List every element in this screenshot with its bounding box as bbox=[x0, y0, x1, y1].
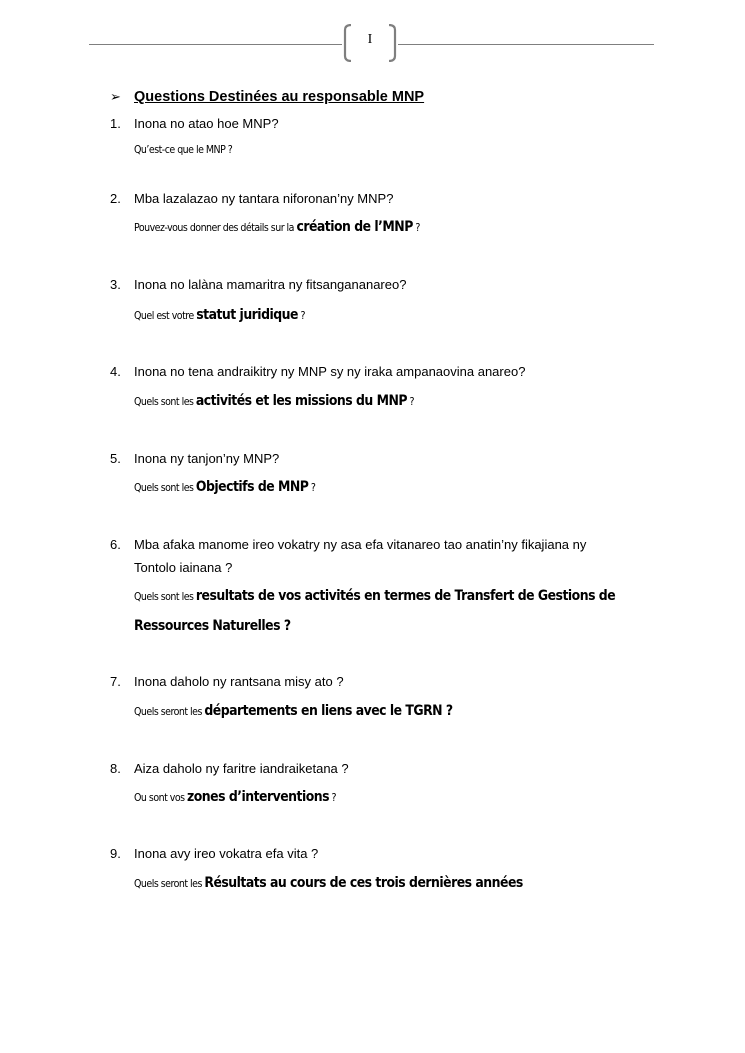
translation-text: Ou sont vos bbox=[134, 791, 188, 804]
translation-suffix: ? bbox=[329, 791, 337, 804]
translation-keyword: activités et les missions du MNP bbox=[195, 393, 408, 409]
question-text: Mba afaka manome ireo vokatry ny asa efa vitanareo tao anatin’ny fikajiana ny Tontolo iainana ? bbox=[134, 537, 587, 575]
translation bbox=[134, 476, 564, 495]
question-number: 5. bbox=[110, 451, 121, 466]
translation-text: Pouvez-vous donner des détails sur la bbox=[134, 221, 297, 234]
translation bbox=[134, 304, 564, 323]
question-text: Mba lazalazao ny tantara niforonan’ny MNP? bbox=[134, 191, 394, 206]
translation-keyword: création de l’MNP bbox=[296, 219, 413, 235]
translation bbox=[134, 872, 564, 891]
question-number: 3. bbox=[110, 277, 121, 292]
question-number: 9. bbox=[110, 846, 121, 861]
translation-keyword: Ressources Naturelles ? bbox=[134, 618, 291, 634]
translation bbox=[134, 700, 564, 719]
page-number: I bbox=[367, 32, 373, 47]
translation bbox=[134, 786, 564, 805]
question-text: Inona no atao hoe MNP? bbox=[134, 116, 279, 131]
translation-text: Quels sont les bbox=[134, 590, 196, 603]
translation-keyword: resultats de vos activités en termes de Transfert de Gestions de bbox=[195, 588, 616, 604]
translation-text: Quel est votre bbox=[134, 309, 197, 322]
header-rule-left bbox=[89, 44, 342, 45]
question-text: Inona avy ireo vokatra efa vita ? bbox=[134, 846, 319, 861]
question-number: 1. bbox=[110, 116, 121, 131]
translation bbox=[134, 216, 564, 235]
question-text: Inona no tena andraikitry ny MNP sy ny iraka ampanaovina anareo? bbox=[134, 364, 526, 379]
translation bbox=[134, 390, 564, 409]
translation-keyword: zones d’interventions bbox=[187, 789, 330, 805]
translation-suffix: ? bbox=[297, 309, 305, 322]
translation bbox=[134, 585, 616, 604]
translation-keyword: Résultats au cours de ces trois dernières années bbox=[204, 875, 523, 891]
question-number: 8. bbox=[110, 761, 121, 776]
question-number: 4. bbox=[110, 364, 121, 379]
translation-text: Quels seront les bbox=[134, 705, 205, 718]
translation-text: Quels sont les bbox=[134, 481, 196, 494]
translation-keyword: Objectifs de MNP bbox=[195, 479, 309, 495]
translation-keyword: statut juridique bbox=[196, 307, 298, 323]
arrow-bullet-icon: ➢ bbox=[110, 89, 121, 104]
translation-keyword: départements en liens avec le TGRN ? bbox=[204, 703, 453, 719]
section-heading-text: Questions Destinées au responsable MNP bbox=[134, 89, 425, 105]
question-number: 7. bbox=[110, 674, 121, 689]
question-number: 6. bbox=[110, 537, 121, 552]
translation-suffix: ? bbox=[412, 221, 420, 234]
translation-continuation bbox=[134, 615, 564, 634]
question-text: Inona daholo ny rantsana misy ato ? bbox=[134, 674, 344, 689]
page-number-frame bbox=[342, 24, 398, 62]
translation bbox=[134, 138, 564, 157]
translation-suffix: ? bbox=[407, 395, 415, 408]
header-rule-right bbox=[398, 44, 654, 45]
translation-suffix: ? bbox=[308, 481, 316, 494]
translation-text: Qu’est-ce que le MNP ? bbox=[134, 143, 233, 156]
question-text: Inona ny tanjon’ny MNP? bbox=[134, 451, 280, 466]
translation-text: Quels seront les bbox=[134, 877, 205, 890]
question-text: Inona no lalàna mamaritra ny fitsangananareo? bbox=[134, 277, 407, 292]
question-number: 2. bbox=[110, 191, 121, 206]
translation-text: Quels sont les bbox=[134, 395, 196, 408]
question-text: Aiza daholo ny faritre iandraiketana ? bbox=[134, 761, 349, 776]
